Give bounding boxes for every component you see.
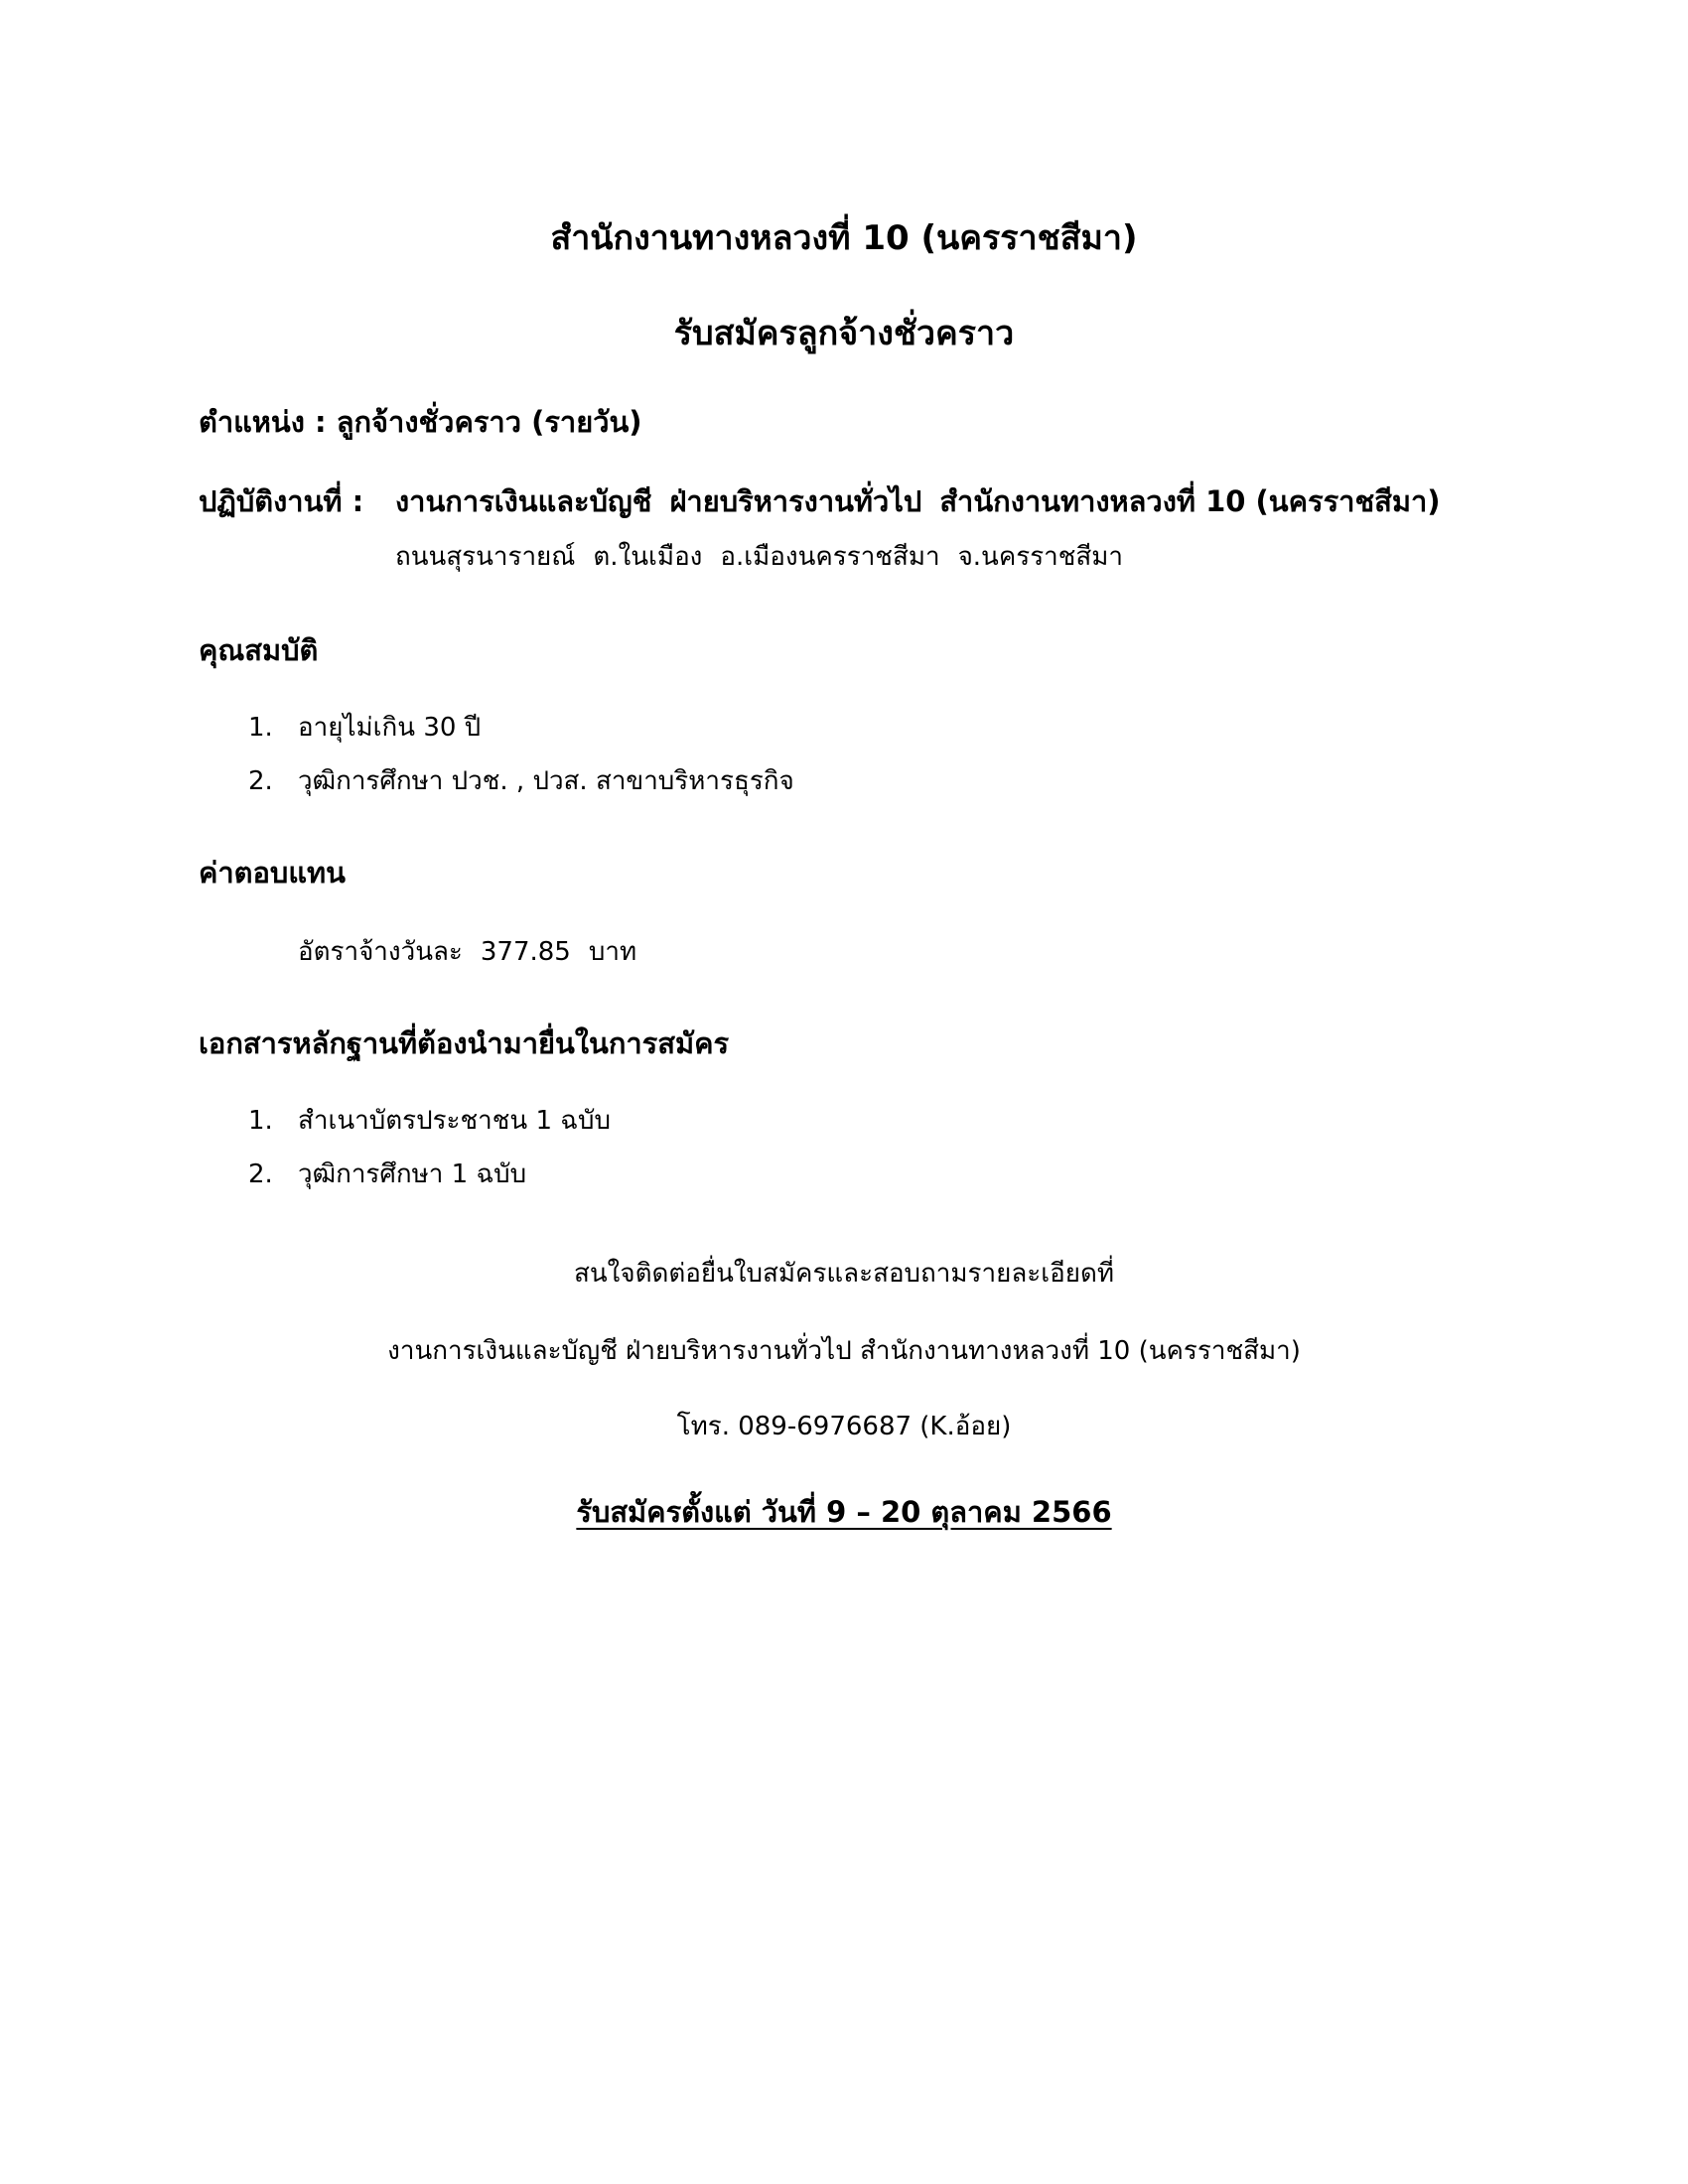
document-number: 2.: [248, 1160, 273, 1189]
address-subdistrict: ต.ในเมือง: [593, 542, 703, 572]
document-number: 1.: [248, 1106, 273, 1136]
document-item: [248, 1100, 611, 1141]
office-title: สำนักงานทางหลวงที่ 10 (นครราชสีมา): [550, 218, 1138, 258]
document-text: สำเนาบัตรประชาชน 1 ฉบับ: [298, 1106, 611, 1136]
workplace-unit: งานการเงินและบัญชี: [395, 484, 652, 518]
position-label: ตำแหน่ง :: [199, 405, 327, 439]
address-province: จ.นครราชสีมา: [957, 542, 1124, 572]
workplace-line1: [395, 478, 1441, 524]
compensation-amount: 377.85: [480, 937, 571, 967]
announcement-title: รับสมัครลูกจ้างชั่วคราว: [673, 314, 1015, 353]
document-text: วุฒิการศึกษา 1 ฉบับ: [298, 1160, 527, 1189]
compensation-label: อัตราจ้างวันละ: [298, 937, 463, 967]
document-item: [248, 1154, 526, 1194]
workplace-label: ปฏิบัติงานที่ :: [199, 484, 364, 518]
application-deadline: รับสมัครตั้งแต่ วันที่ 9 – 20 ตุลาคม 2566: [576, 1495, 1112, 1529]
qualification-text: อายุไม่เกิน 30 ปี: [298, 713, 482, 743]
address-road: ถนนสุรนารายณ์: [395, 542, 576, 572]
address-district: อ.เมืองนครราชสีมา: [720, 542, 940, 572]
contact-office: งานการเงินและบัญชี ฝ่ายบริหารงานทั่วไป สำนักงานทางหลวงที่ 10 (นครราชสีมา): [387, 1336, 1301, 1366]
compensation-line: [298, 931, 636, 972]
contact-phone: โทร. 089-6976687 (K.อ้อย): [676, 1412, 1012, 1441]
workplace-division: ฝ่ายบริหารงานทั่วไป: [669, 484, 922, 518]
documents-heading: เอกสารหลักฐานที่ต้องนำมายื่นในการสมัคร: [199, 1026, 730, 1060]
position-line: [199, 399, 642, 445]
position-value: ลูกจ้างชั่วคราว (รายวัน): [336, 405, 642, 439]
workplace-office: สำนักงานทางหลวงที่ 10 (นครราชสีมา): [939, 484, 1441, 518]
qualification-number: 2.: [248, 766, 273, 796]
qualification-number: 1.: [248, 713, 273, 743]
contact-intro: สนใจติดต่อยื่นใบสมัครและสอบถามรายละเอียดที่: [574, 1259, 1114, 1289]
qualification-text: วุฒิการศึกษา ปวช. , ปวส. สาขาบริหารธุรกิจ: [298, 766, 794, 796]
qualification-item: [248, 707, 481, 748]
qualification-item: [248, 760, 794, 801]
qualifications-heading: คุณสมบัติ: [199, 633, 319, 667]
workplace-address: [395, 536, 1123, 577]
compensation-unit: บาท: [588, 937, 637, 967]
compensation-heading: ค่าตอบแทน: [199, 856, 346, 889]
